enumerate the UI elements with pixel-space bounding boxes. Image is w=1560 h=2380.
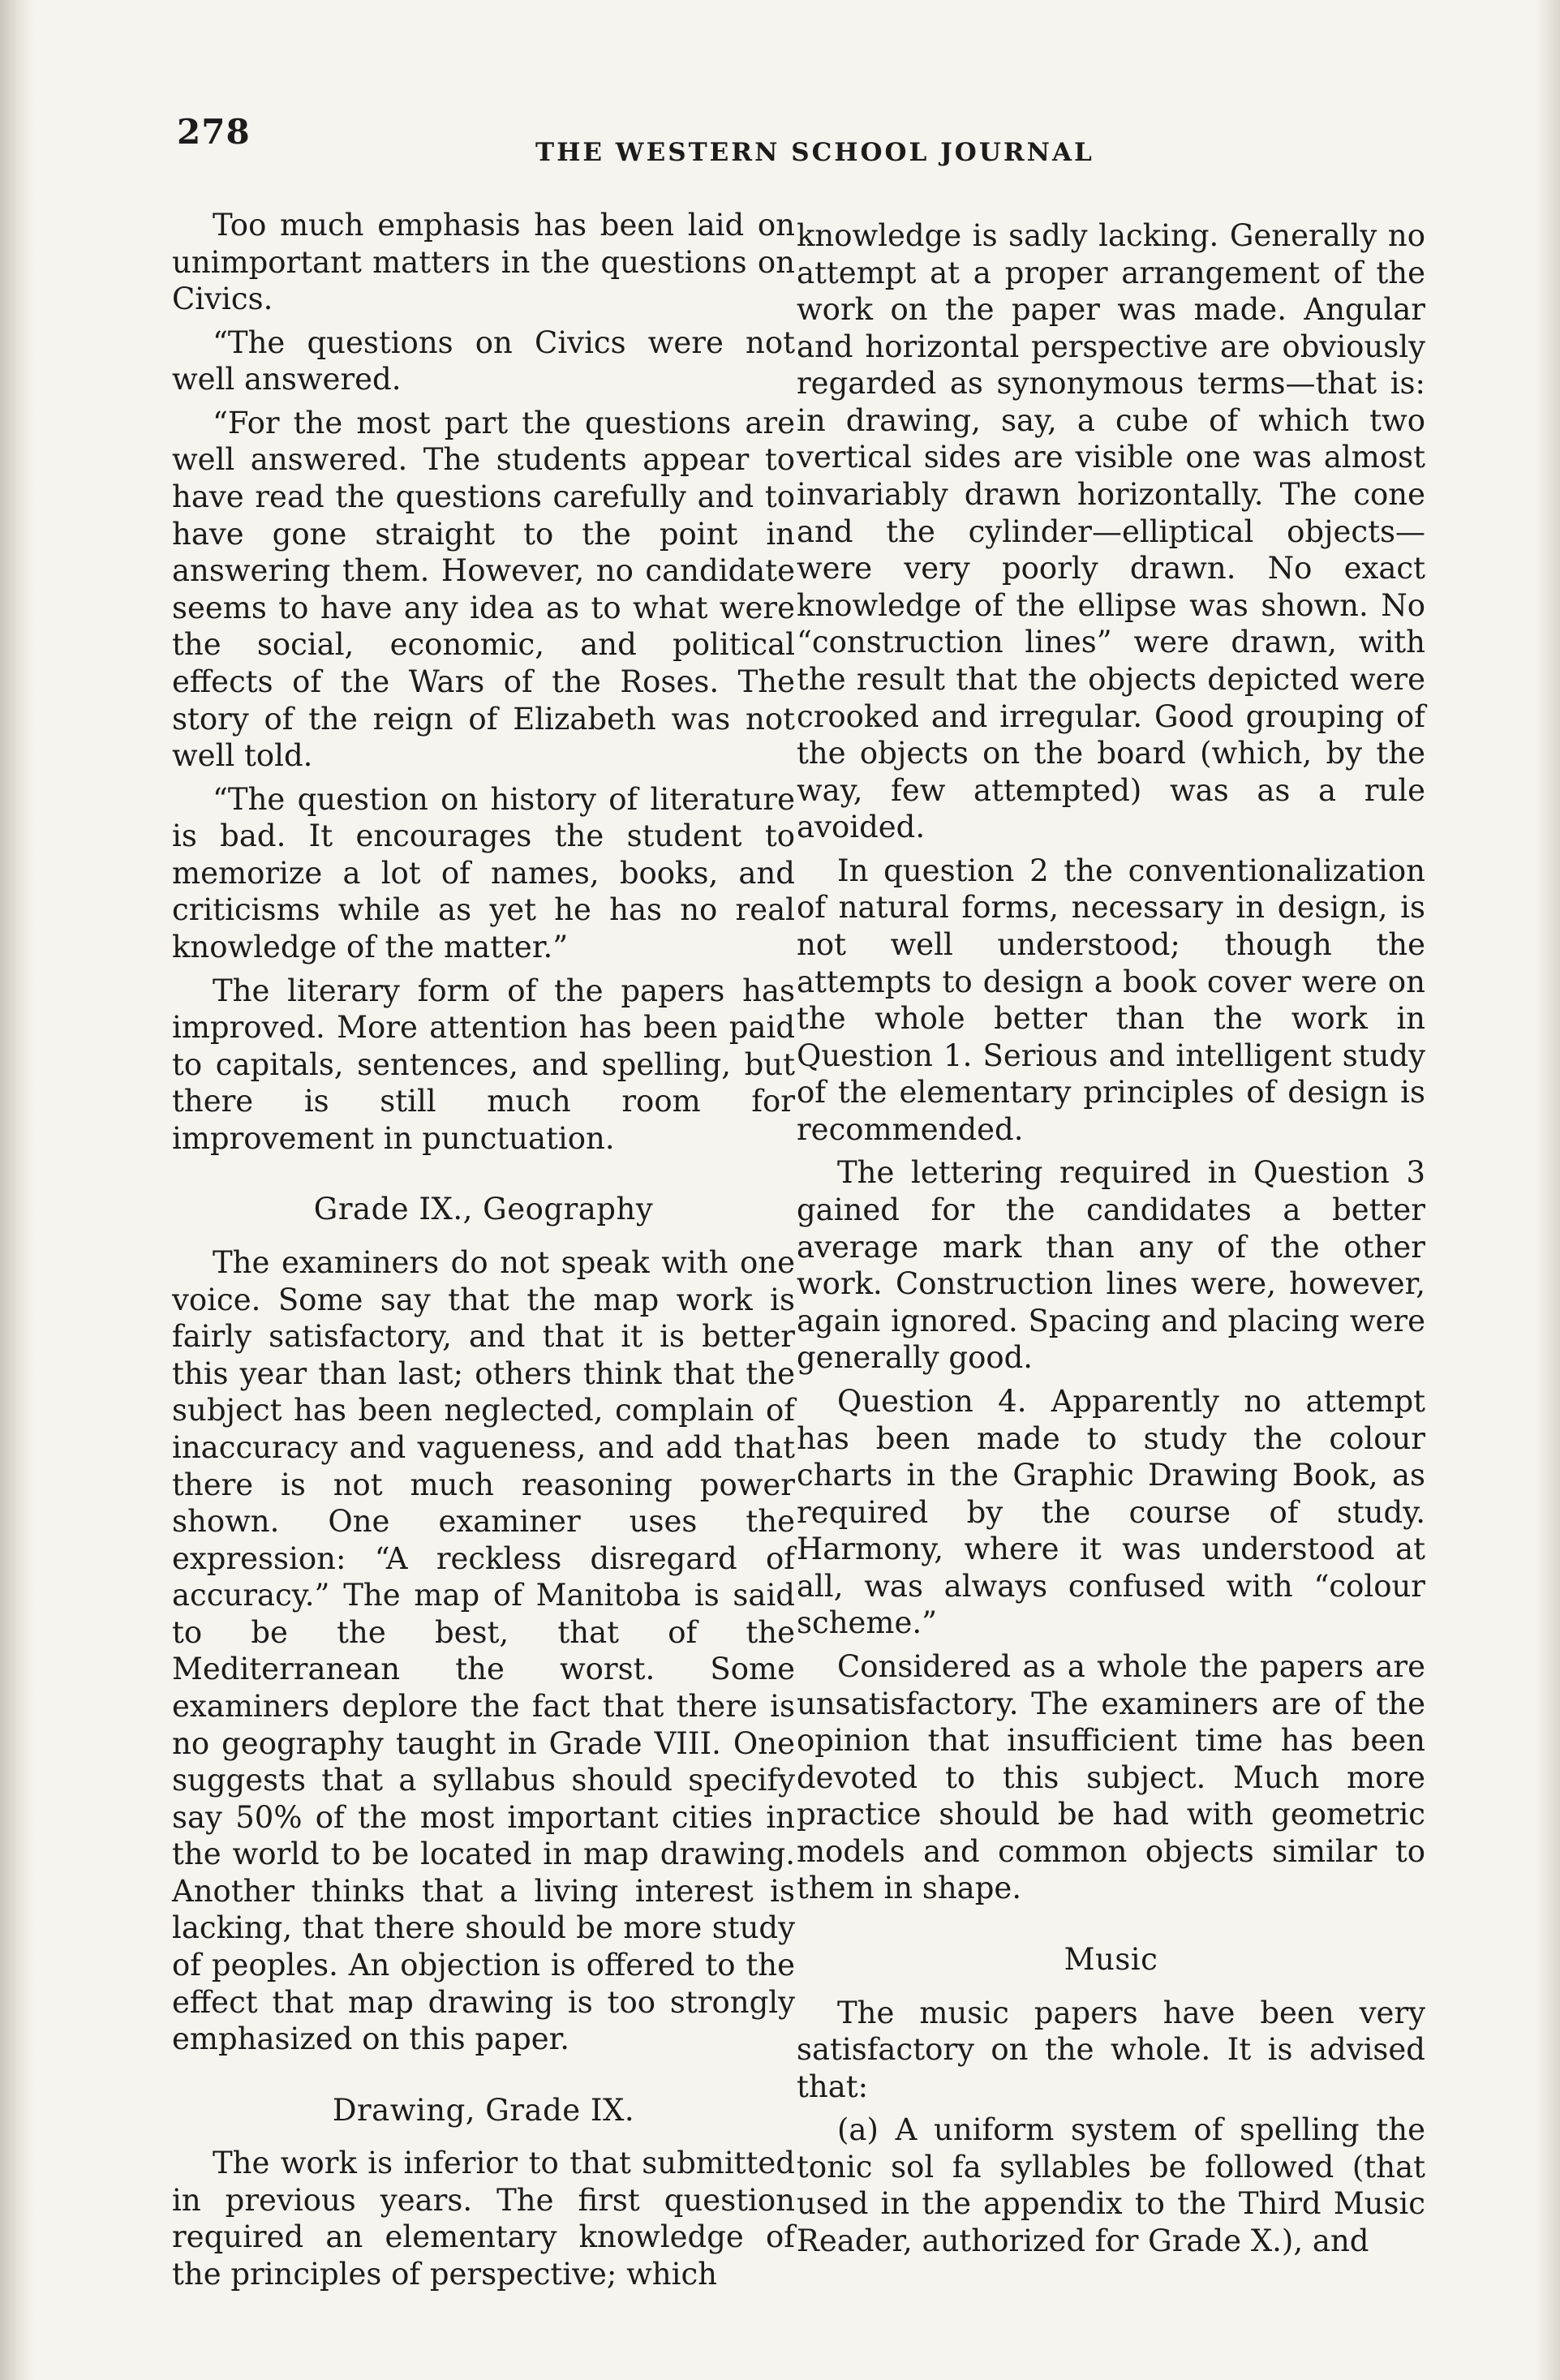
paragraph: “The question on history of literature is bad. It encourages the student to memorize a lot of names, books, and criticisms while as yet he has no real knowledge of the matter.”: [172, 781, 795, 964]
page-number: 278: [177, 112, 251, 152]
paragraph: “The questions on Civics were not well answered.: [172, 324, 795, 397]
paragraph: Too much emphasis has been laid on unimportant matters in the questions on Civics.: [172, 208, 795, 317]
left-column: [172, 207, 795, 2293]
paragraph: The lettering required in Question 3 gained for the candidates a better average mark than any of the other work. Construction lines were, however, again ignored. Spacing and placing were generally good.: [797, 1155, 1425, 1376]
paragraph: In question 2 the conventionalization of natural forms, necessary in design, is not well understood; though the attempts to design a book cover were on the whole better than the work in Question 1. Serious and intelligent study of the elementary principles of design is recommended.: [797, 853, 1425, 1147]
page-edge-right: [1536, 0, 1560, 2380]
paragraph: The examiners do not speak with one voice. Some say that the map work is fairly satisfactory, and that it is better this year than last; others think that the subject has been neglected, complain of inaccuracy and vagueness, and add that there is not much reasoning power shown. One examiner uses the expression: “A reckless disregard of accuracy.” The map of Manitoba is said to be the best, that of the Mediterranean the worst. Some examiners deplore the fact that there is no geography taught in Grade VIII. One suggests that a syllabus should specify say 50% of the most important cities in the world to be located in map drawing. Another thinks that a living interest is lacking, that there should be more study of peoples. An objection is offered to the effect that map drawing is too strongly emphasized on this paper.: [172, 1245, 795, 2057]
section-heading-drawing: Drawing, Grade IX.: [332, 2092, 635, 2128]
paragraph: The literary form of the papers has improved. More attention has been paid to capitals, sentences, and spelling, but there is still much room for improvement in punctuation.: [172, 973, 795, 1156]
section-heading-geography: Grade IX., Geography: [313, 1192, 654, 1227]
right-column: [797, 217, 1425, 2260]
section-heading-music: Music: [1064, 1942, 1158, 1978]
paragraph: The music papers have been very satisfactory on the whole. It is advised that:: [797, 1995, 1425, 2104]
paragraph: The work is inferior to that submitted in previous years. The first question required an elementary knowledge of the principles of perspective; which: [172, 2146, 795, 2292]
paragraph: (a) A uniform system of spelling the tonic sol fa syllables be followed (that used in the appendix to the Third Music Reader, authorized for Grade X.), and: [797, 2112, 1425, 2259]
page-edge-left: [0, 0, 34, 2380]
paragraph: knowledge is sadly lacking. Generally no attempt at a proper arrangement of the work on the paper was made. Angular and horizontal perspective are obviously regarded as synonymous terms—that is: in drawing, say, a cube of which two vertical sides are visible one was almost invariably drawn horizontally. The cone and the cylinder—elliptical objects—were very poorly drawn. No exact knowledge of the ellipse was shown. No “construction lines” were drawn, with the result that the objects depicted were crooked and irregular. Good grouping of the objects on the board (which, by the way, few attempted) was as a rule avoided.: [797, 218, 1425, 845]
paragraph: “For the most part the questions are well answered. The students appear to have read the questions carefully and to have gone straight to the point in answering them. However, no candidate seems to have any idea as to what were the social, economic, and political effects of the Wars of the Roses. The story of the reign of Elizabeth was not well told.: [172, 405, 795, 774]
journal-title: THE WESTERN SCHOOL JOURNAL: [535, 138, 1094, 167]
paragraph: Considered as a whole the papers are unsatisfactory. The examiners are of the opinion that insufficient time has been devoted to this subject. Much more practice should be had with geometric models and common objects similar to them in shape.: [797, 1648, 1425, 1906]
paragraph: Question 4. Apparently no attempt has been made to study the colour charts in the Graphic Drawing Book, as required by the course of study. Harmony, where it was understood at all, was always confused with “colour scheme.”: [797, 1383, 1425, 1641]
